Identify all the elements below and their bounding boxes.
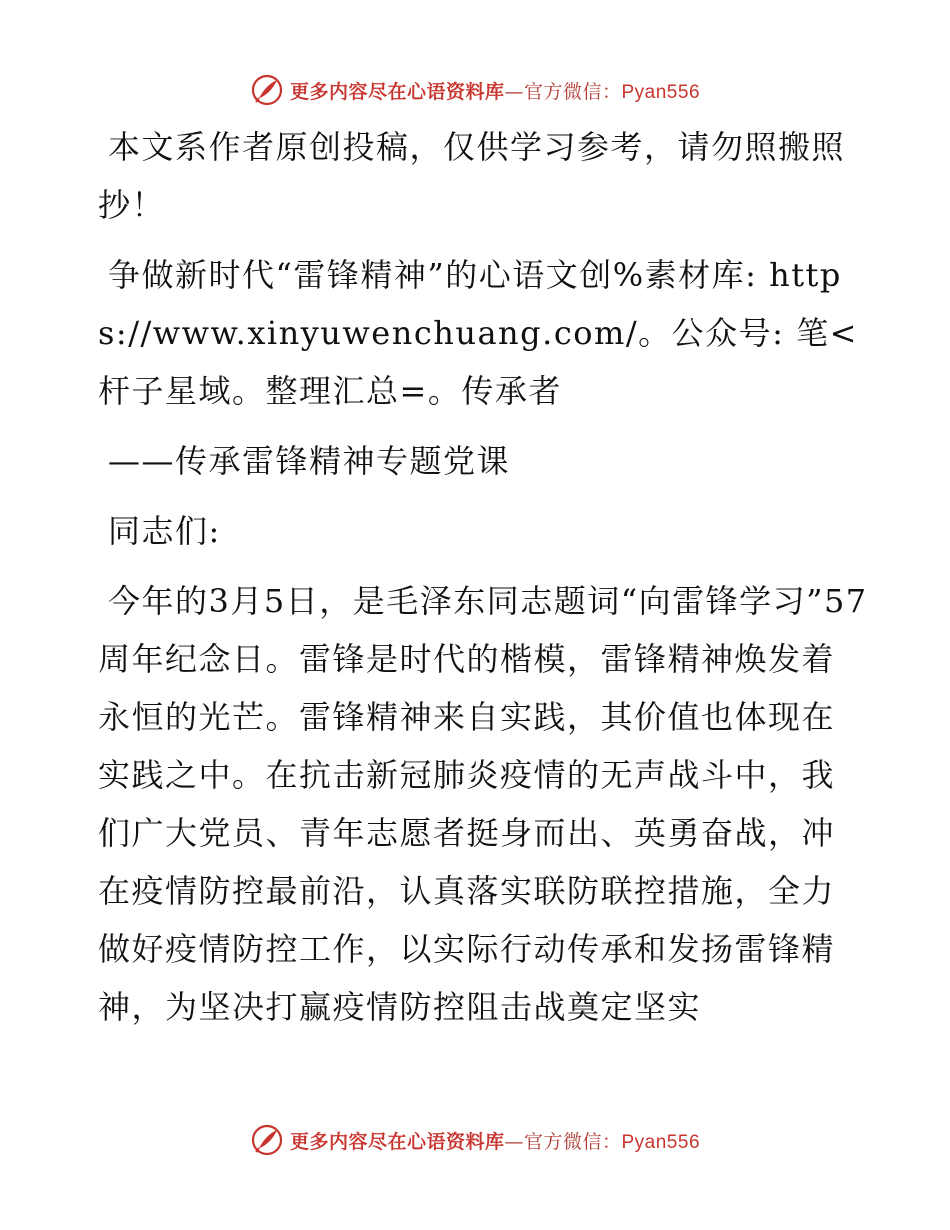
salutation: 同志们: — [108, 512, 221, 550]
source-notice: 争做新时代“雷锋精神”的心语文创%素材库: https://www.xinyuwenchuang.com/。公众号: 笔<杆子星域。整理汇总=。传承者 — [98, 256, 858, 410]
feather-pen-logo-icon — [250, 73, 284, 107]
copyright-notice: 本文系作者原创投稿，仅供学习参考，请勿照搬照抄！ — [98, 128, 846, 224]
header-watermark — [0, 70, 950, 110]
document-subtitle: ——传承雷锋精神专题党课 — [108, 442, 511, 480]
feather-pen-logo-icon — [250, 1123, 284, 1157]
document-body — [98, 118, 868, 1048]
body-paragraph: 今年的3月5日，是毛泽东同志题词“向雷锋学习”57周年纪念日。雷锋是时代的楷模，雷锋精神焕发着永恒的光芒。雷锋精神来自实践，其价值也体现在实践之中。在抗击新冠肺炎疫情的无声战斗中，我们广大党员、青年志愿者挺身而出、英勇奋战，冲在疫情防控最前沿，认真落实联防联控措施，全力做好疫情防控工作，以实际行动传承和发扬雷锋精神，为坚决打赢疫情防控阻击战奠定坚实 — [98, 582, 868, 1026]
footer-watermark — [0, 1120, 950, 1160]
watermark-text: 更多内容尽在心语资料库—官方微信：Pyan556 — [289, 80, 701, 103]
watermark-text: 更多内容尽在心语资料库—官方微信：Pyan556 — [289, 1130, 701, 1153]
